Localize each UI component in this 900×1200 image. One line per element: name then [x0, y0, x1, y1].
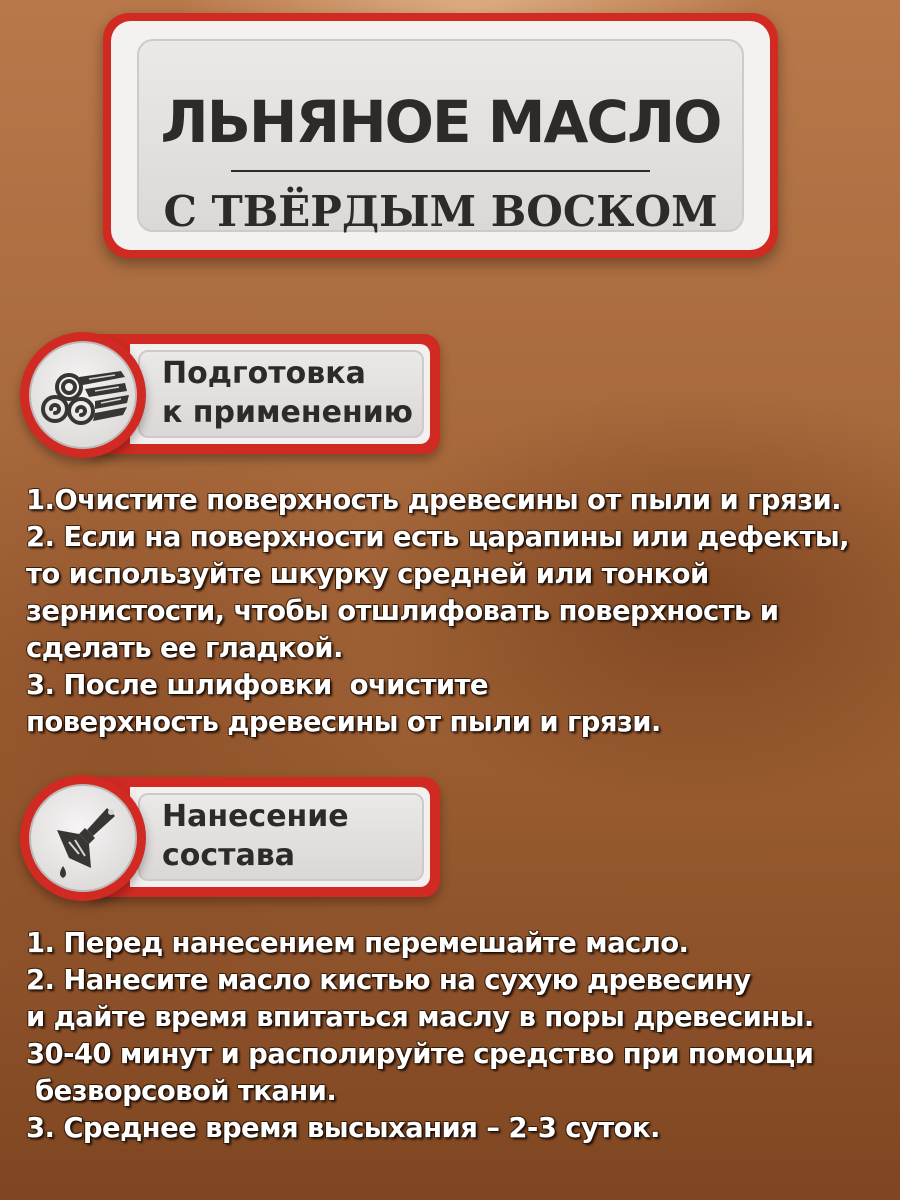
text-line: 3. Среднее время высыхания – 2-3 суток.: [26, 1112, 660, 1144]
title-banner-frame: [111, 21, 770, 250]
wood-logs-icon: [29, 341, 137, 449]
section-application-text: [26, 925, 896, 1147]
section-title-preparation: Подготовка к применению: [162, 356, 413, 430]
section-preparation-header: [20, 332, 450, 462]
text-line: 2. Нанесите масло кистью на сухую древесину: [26, 964, 751, 996]
text-line: безворсовой ткани.: [26, 1075, 337, 1107]
title-divider: [231, 170, 650, 172]
section-icon-badge: [20, 332, 146, 458]
title-banner-panel: [137, 39, 744, 236]
section-application-header: [20, 775, 450, 905]
text-line: 2. Если на поверхности есть царапины или дефекты,: [26, 521, 850, 553]
text-line: 3. После шлифовки очистите: [26, 669, 488, 701]
text-line: зернистости, чтобы отшлифовать поверхность и: [26, 595, 779, 627]
product-title: ЛЬНЯНОЕ МАСЛО: [160, 88, 721, 156]
section-preparation-text: [26, 482, 896, 741]
text-line: 30-40 минут и располируйте средство при помощи: [26, 1038, 814, 1070]
paint-brush-icon: [29, 784, 137, 892]
section-title-application: Нанесение состава: [162, 799, 349, 873]
text-line: и дайте время впитаться маслу в поры древесины.: [26, 1001, 814, 1033]
text-line: 1.Очистите поверхность древесины от пыли и грязи.: [26, 484, 841, 516]
text-line: 1. Перед нанесением перемешайте масло.: [26, 927, 689, 959]
title-banner: [103, 13, 778, 258]
section-icon-badge: [20, 775, 146, 901]
text-line: поверхность древесины от пыли и грязи.: [26, 706, 661, 738]
text-line: сделать ее гладкой.: [26, 632, 343, 664]
text-line: то используйте шкурку средней или тонкой: [26, 558, 709, 590]
product-subtitle: С ТВЁРДЫМ ВОСКОМ: [163, 187, 718, 236]
